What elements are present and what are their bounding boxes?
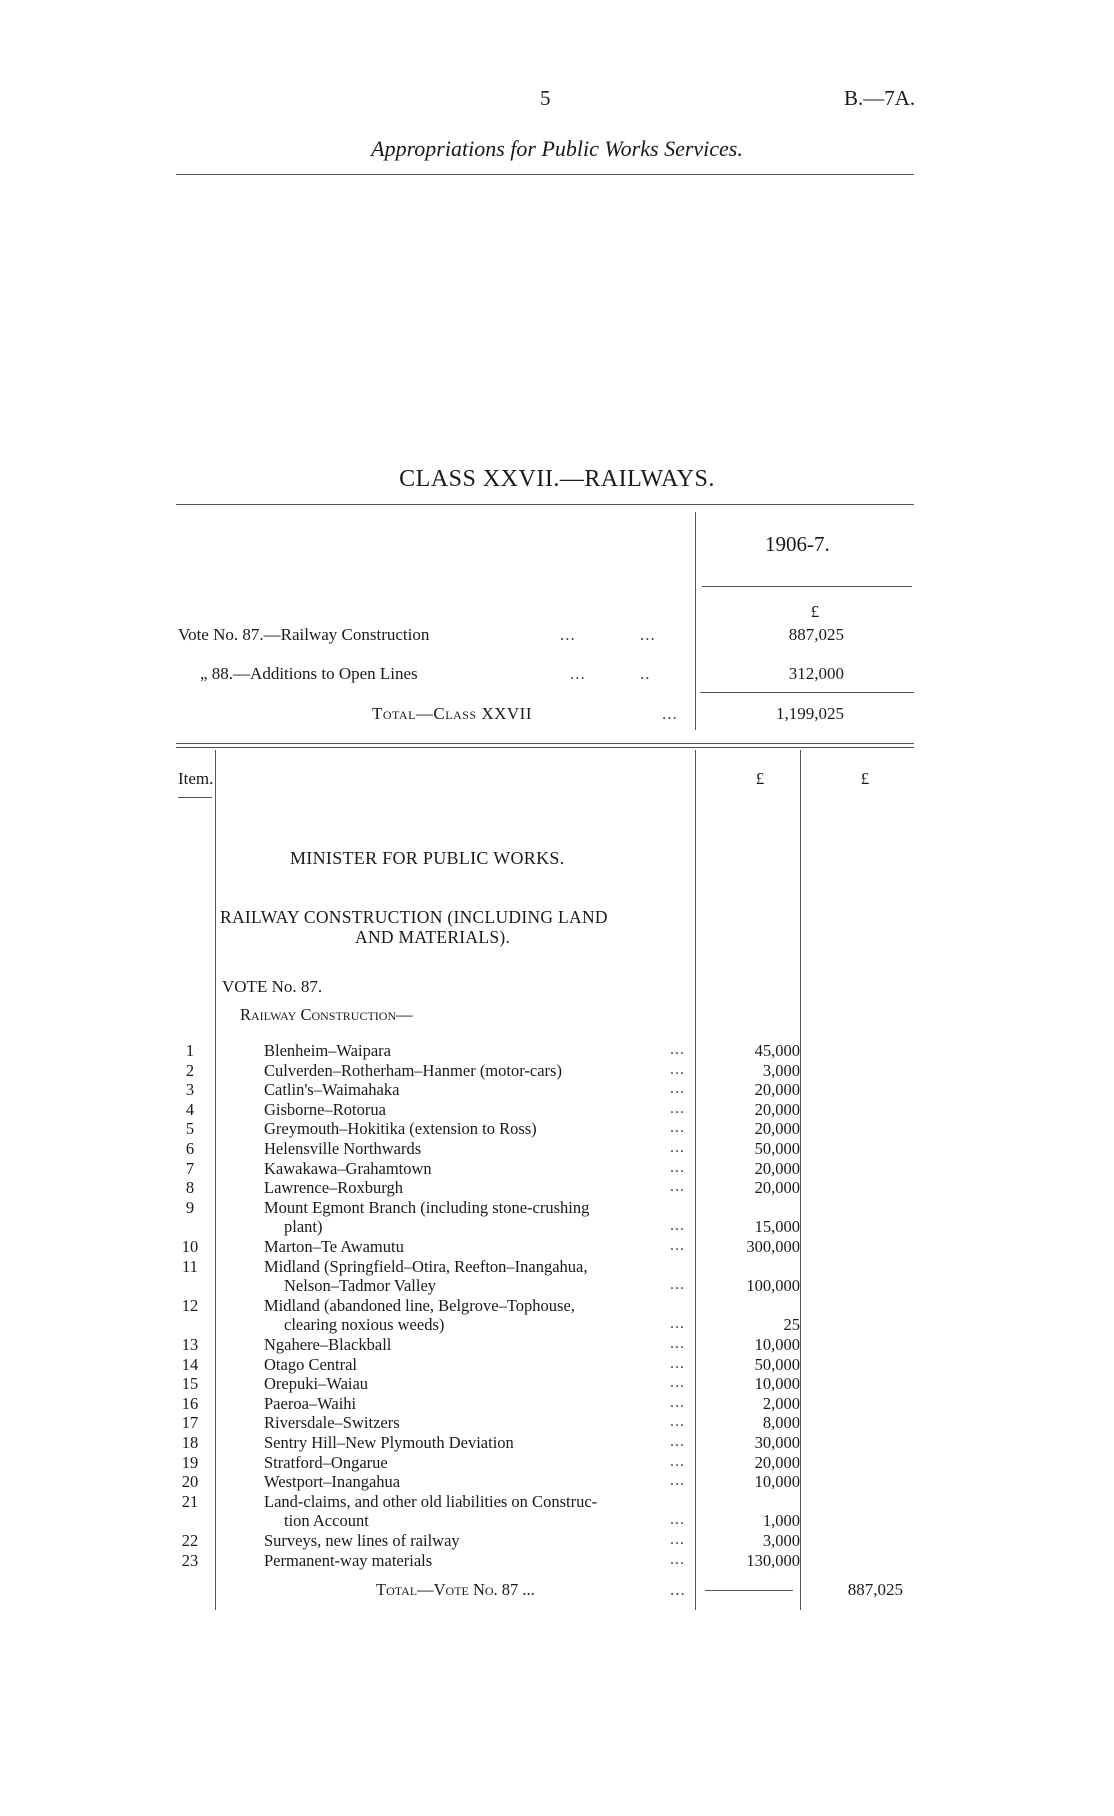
leader-dots: ... (560, 625, 576, 644)
item-number: 9 (185, 1197, 195, 1217)
class-total-label: Total—Class XXVII (372, 704, 533, 723)
item-amount: 20,000 (754, 1119, 800, 1139)
leader-dots: ... (670, 1354, 685, 1372)
item-name-continued: tion Account (284, 1511, 369, 1531)
class-top-rule (176, 504, 914, 505)
table-row (170, 1257, 820, 1276)
class-total-amount: 1,199,025 (776, 704, 844, 723)
item-name: Sentry Hill–New Plymouth Deviation (264, 1433, 514, 1452)
leader-dots: ... (670, 1139, 685, 1156)
item-number: 3 (185, 1080, 195, 1100)
vote-88-amount: 312,000 (788, 664, 844, 683)
subhead: Railway Construction— (240, 1005, 413, 1024)
item-amount: 2,000 (762, 1393, 800, 1413)
page-number: 5 (540, 86, 551, 110)
leader-dots: ... (670, 1531, 685, 1548)
item-number: 16 (181, 1393, 199, 1413)
leader-dots: ... (670, 1452, 685, 1470)
leader-dots: ... (662, 704, 678, 723)
leader-dots: ... (670, 1119, 685, 1137)
item-number: 6 (185, 1139, 195, 1158)
item-column-header: Item. (178, 769, 214, 788)
item-name: Gisborne–Rotorua (264, 1099, 386, 1119)
leader-dots: ... (670, 1276, 685, 1294)
item-name: Westport–Inangahua (264, 1472, 401, 1492)
vote-87-label: Vote No. 87.—Railway Construction (178, 625, 430, 644)
leader-dots: ... (670, 1433, 685, 1450)
item-amount: 8,000 (762, 1413, 800, 1433)
leader-dots: ... (670, 1580, 686, 1599)
items-top-rule-double (176, 747, 914, 748)
leader-dots: ... (670, 1511, 685, 1529)
document-reference: B.—7A. (844, 86, 916, 110)
item-number: 14 (181, 1354, 199, 1374)
item-amount: 20,000 (754, 1099, 800, 1119)
item-name: Lawrence–Roxburgh (264, 1178, 403, 1198)
vote-total-rule (705, 1590, 793, 1591)
item-amount: 20,000 (754, 1158, 800, 1178)
item-amount: 20,000 (754, 1080, 800, 1100)
leader-dots: ... (670, 1080, 685, 1098)
leader-dots: ... (670, 1374, 685, 1392)
item-amount: 1,000 (762, 1511, 800, 1531)
item-name: Blenheim–Waipara (264, 1041, 391, 1060)
item-name-continued: plant) (284, 1217, 323, 1237)
item-amount: 15,000 (754, 1217, 800, 1237)
leader-dots: ... (670, 1315, 685, 1333)
item-number: 4 (185, 1099, 195, 1119)
vote-total-amount: 887,025 (847, 1580, 903, 1599)
item-number: 2 (185, 1060, 195, 1080)
item-amount: 10,000 (754, 1335, 800, 1354)
item-name: Land-claims, and other old liabilities on Construc- (264, 1491, 598, 1511)
header-rule (176, 174, 914, 175)
item-name: Catlin's–Waimahaka (264, 1080, 400, 1100)
item-name: Riversdale–Switzers (264, 1413, 400, 1433)
item-name: Greymouth–Hokitika (extension to Ross) (264, 1119, 537, 1139)
item-number: 23 (181, 1550, 199, 1570)
item-amount: 50,000 (754, 1354, 800, 1374)
leader-dots: ... (670, 1099, 685, 1117)
page-title: Appropriations for Public Works Services. (371, 136, 743, 161)
total-rule (700, 692, 914, 693)
item-name: Permanent-way materials (264, 1550, 433, 1570)
leader-dots: ... (670, 1550, 685, 1568)
item-name: Helensville Northwards (264, 1139, 422, 1158)
item-number: 5 (185, 1119, 195, 1139)
item-name: Orepuki–Waiau (264, 1374, 369, 1394)
leader-dots: ... (670, 1158, 685, 1176)
table-row (170, 1492, 820, 1511)
item-number: 18 (181, 1433, 199, 1452)
class-column-divider (695, 512, 696, 730)
leader-dots: ... (670, 1237, 685, 1254)
item-amount: 3,000 (762, 1060, 800, 1080)
currency-symbol: £ (810, 602, 820, 621)
leader-dots: ... (670, 1041, 685, 1058)
item-number: 8 (185, 1178, 195, 1198)
table-row (170, 1296, 820, 1315)
table-row (170, 1198, 820, 1217)
item-name-continued: clearing noxious weeds) (284, 1315, 445, 1335)
vote-total-label: Total—Vote No. 87 ... (376, 1580, 535, 1599)
pound-column-header: £ (755, 769, 765, 788)
leader-dots: ... (670, 1060, 685, 1078)
item-amount: 45,000 (754, 1041, 800, 1060)
leader-dots: ... (670, 1178, 685, 1196)
item-name: Otago Central (264, 1354, 358, 1374)
item-number: 13 (181, 1335, 199, 1354)
year-heading: 1906-7. (765, 532, 830, 556)
item-amount: 3,000 (762, 1531, 800, 1550)
vote-heading: VOTE No. 87. (222, 977, 323, 996)
item-amount: 10,000 (754, 1374, 800, 1394)
item-number: 12 (181, 1295, 199, 1315)
item-number: 1 (185, 1041, 195, 1060)
item-number: 11 (182, 1256, 198, 1276)
item-name: Ngahere–Blackball (264, 1335, 392, 1354)
leader-dots: ... (670, 1393, 685, 1411)
item-amount: 100,000 (746, 1276, 800, 1296)
item-number: 19 (181, 1452, 199, 1472)
item-amount: 25 (783, 1315, 800, 1335)
vote-88-label: „ 88.—Additions to Open Lines (200, 664, 418, 683)
item-name: Stratford–Ongarue (264, 1452, 388, 1472)
item-amount: 20,000 (754, 1178, 800, 1198)
item-number: 15 (181, 1374, 199, 1394)
item-number: 20 (181, 1472, 199, 1492)
item-amount: 130,000 (746, 1550, 800, 1570)
section-heading-line2: AND MATERIALS). (355, 927, 511, 947)
item-name: Surveys, new lines of railway (264, 1531, 460, 1550)
pound-total-column-header: £ (860, 769, 870, 788)
item-number: 22 (181, 1531, 199, 1550)
item-number: 17 (181, 1413, 199, 1433)
item-amount: 20,000 (754, 1452, 800, 1472)
item-number: 21 (181, 1491, 199, 1511)
leader-dots: ... (570, 664, 586, 683)
item-number: 10 (181, 1237, 199, 1256)
item-amount: 50,000 (754, 1139, 800, 1158)
leader-dots: ... (640, 625, 656, 644)
leader-dots: ... (670, 1413, 685, 1431)
item-number: 7 (185, 1158, 195, 1178)
leader-dots: .. (640, 664, 651, 683)
item-name: Paeroa–Waihi (264, 1393, 357, 1413)
item-name: Mount Egmont Branch (including stone-crushing (264, 1197, 590, 1217)
item-name: Midland (abandoned line, Belgrove–Tophouse, (264, 1295, 575, 1315)
class-title: CLASS XXVII.—RAILWAYS. (399, 466, 715, 492)
leader-dots: ... (670, 1217, 685, 1235)
vote-87-amount: 887,025 (788, 625, 844, 644)
item-amount: 10,000 (754, 1472, 800, 1492)
item-name: Kawakawa–Grahamtown (264, 1158, 432, 1178)
leader-dots: ... (670, 1335, 685, 1352)
section-heading-line1: RAILWAY CONSTRUCTION (INCLUDING LAND (220, 907, 608, 927)
minister-heading: MINISTER FOR PUBLIC WORKS. (290, 848, 565, 868)
item-amount: 300,000 (746, 1237, 800, 1256)
year-rule (702, 586, 912, 587)
leader-dots: ... (670, 1472, 685, 1490)
item-amount: 30,000 (754, 1433, 800, 1452)
item-name: Midland (Springfield–Otira, Reefton–Inangahua, (264, 1256, 588, 1276)
item-name: Culverden–Rotherham–Hanmer (motor-cars) (264, 1060, 562, 1080)
item-header-rule (178, 797, 212, 798)
item-name-continued: Nelson–Tadmor Valley (284, 1276, 437, 1296)
items-top-rule (176, 743, 914, 744)
item-name: Marton–Te Awamutu (264, 1237, 404, 1256)
